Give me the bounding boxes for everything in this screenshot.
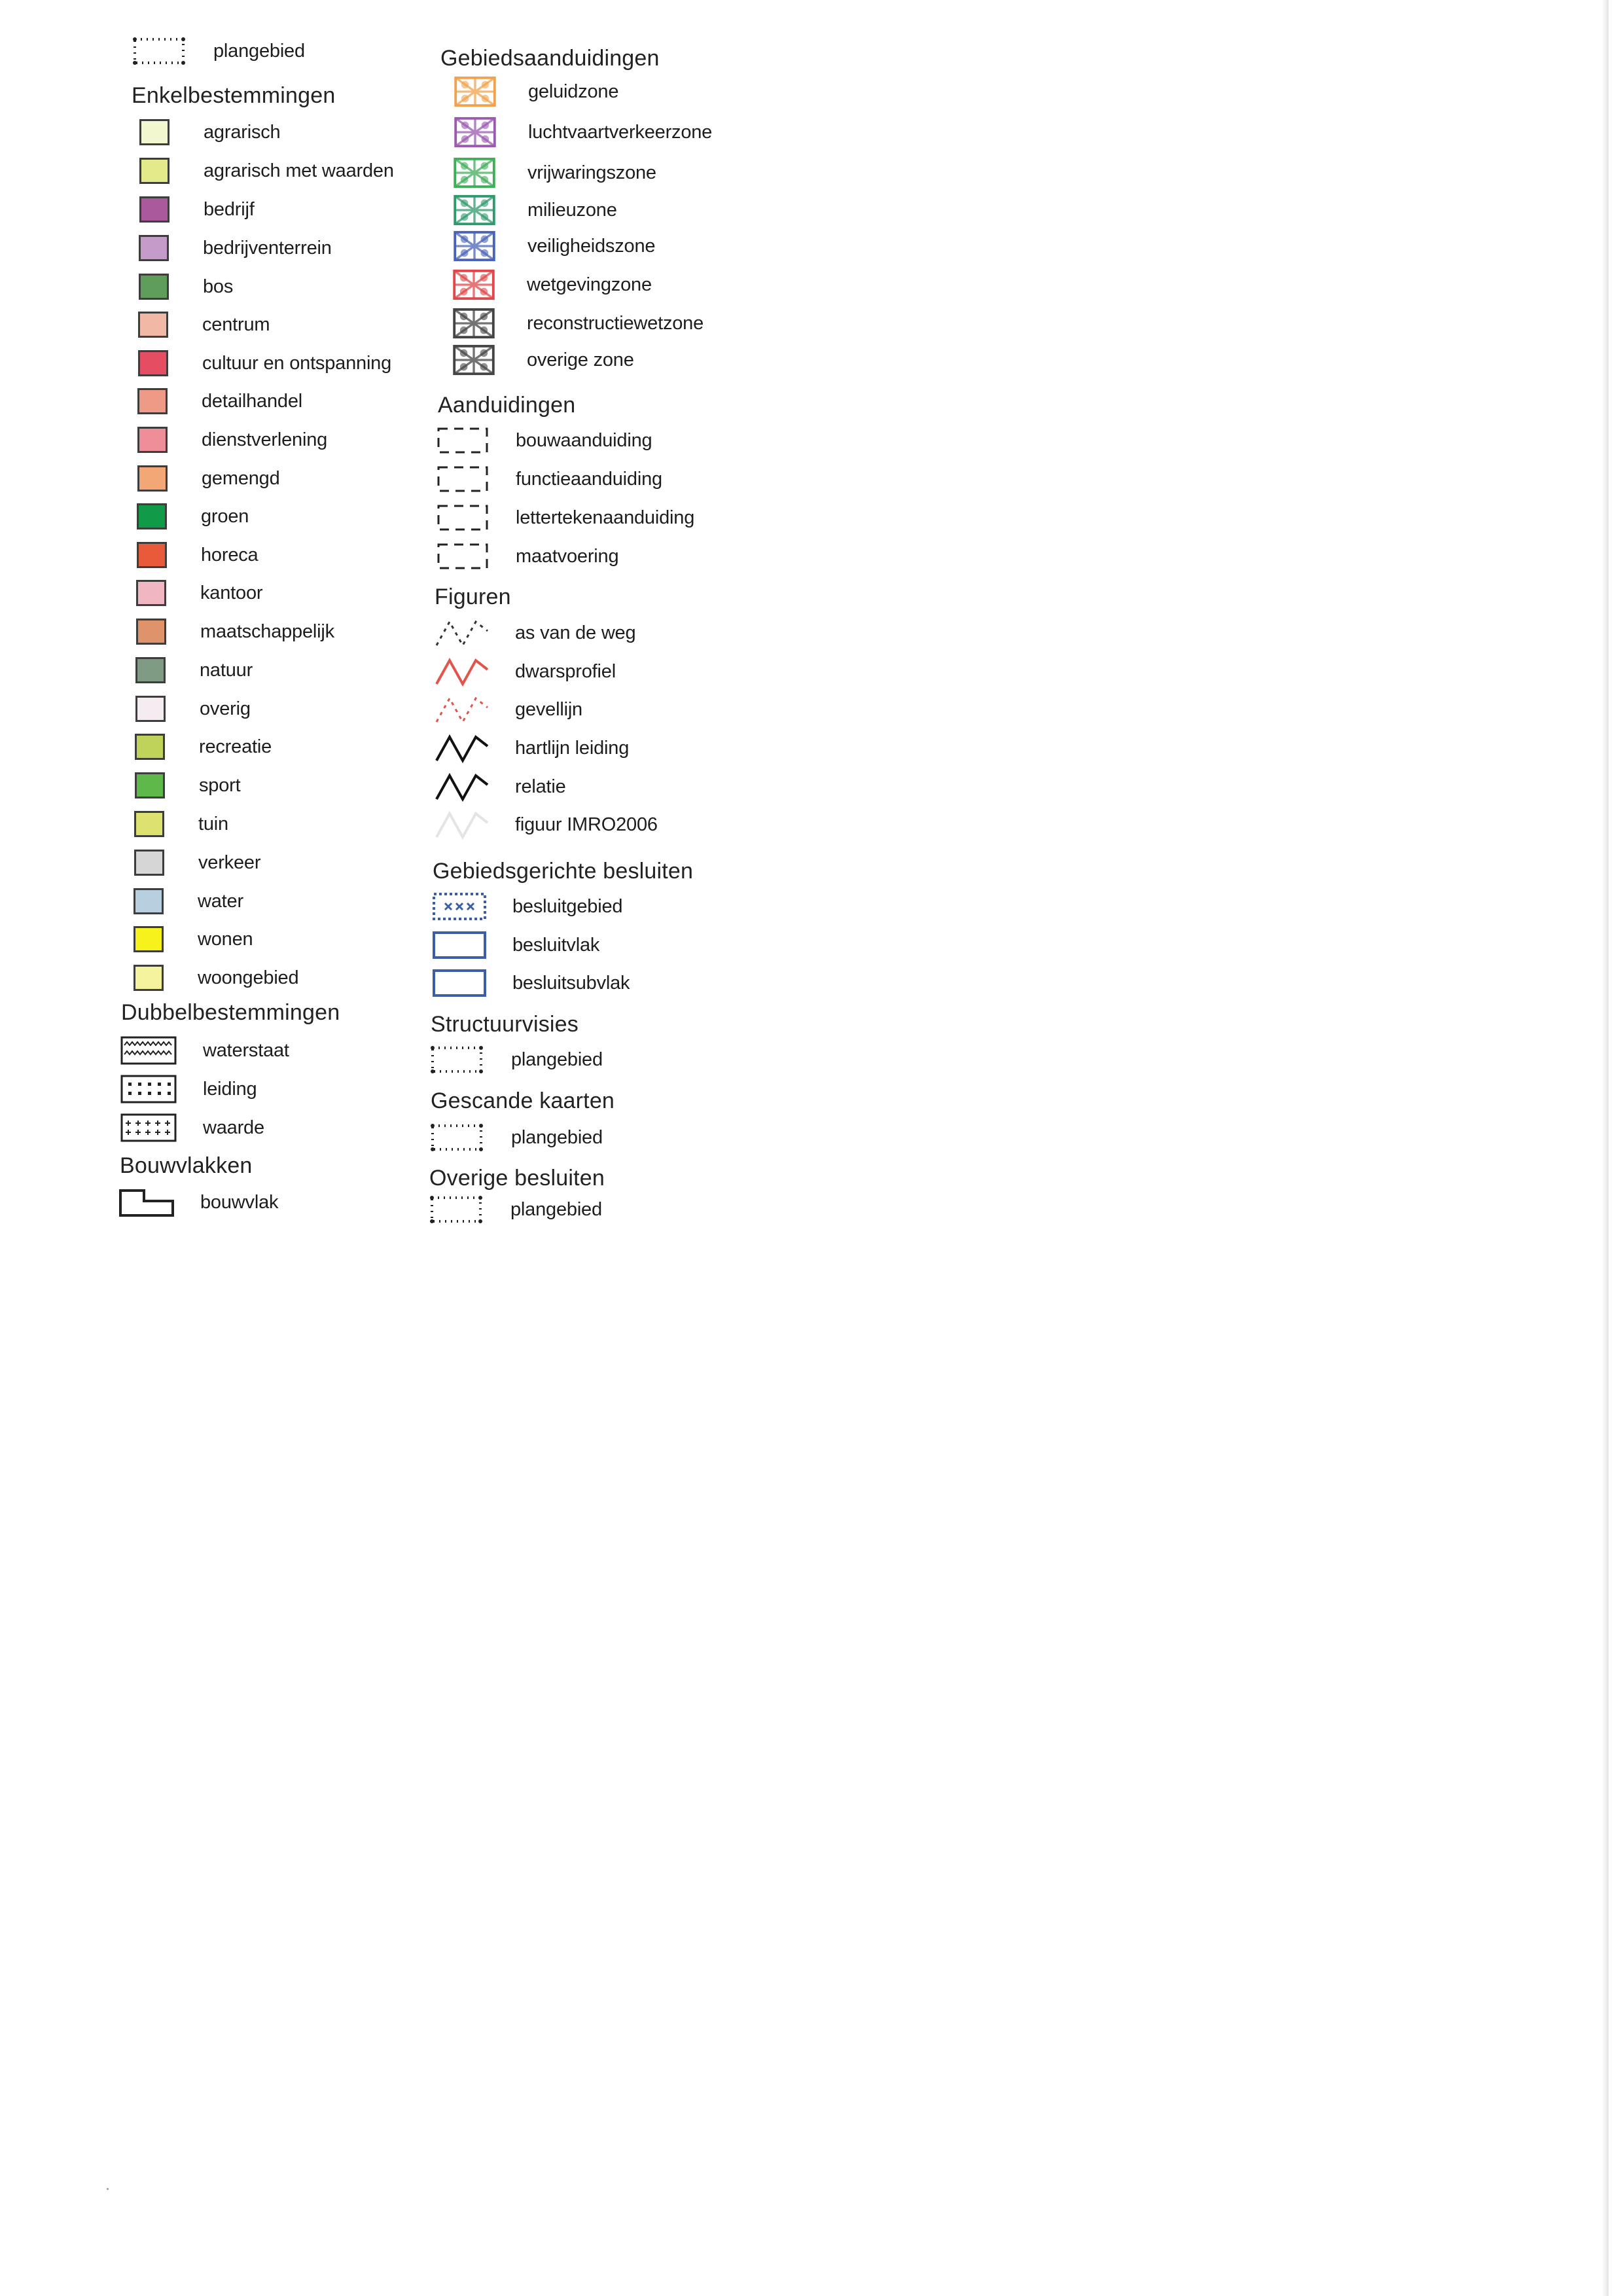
legend-label: gevellijn <box>515 698 582 720</box>
legend-item-enkelbestemming <box>136 576 262 610</box>
zone-hatch-icon <box>446 344 502 376</box>
legend-label: dienstverlening <box>202 429 328 450</box>
zone-hatch-icon <box>446 194 503 226</box>
dashed-frame-icon <box>435 463 491 495</box>
legend-item-enkelbestemming <box>134 922 253 956</box>
legend-item-besluit <box>431 928 599 962</box>
legend-item-gebiedsaanduiding <box>446 268 652 302</box>
legend-label: horeca <box>201 544 259 565</box>
legend-item-besluit <box>431 889 622 924</box>
legend <box>0 0 720 1244</box>
legend-item-plangebied <box>429 1121 603 1155</box>
zone-hatch-icon <box>446 156 503 189</box>
legend-item-gebiedsaanduiding <box>447 75 618 109</box>
legend-label: besluitvlak <box>512 934 600 956</box>
legend-label: centrum <box>202 314 270 335</box>
legend-label: vrijwaringszone <box>527 162 656 183</box>
legend-item-enkelbestemming <box>138 308 270 342</box>
dashed-frame-icon <box>435 540 491 573</box>
legend-label: maatschappelijk <box>200 620 334 642</box>
legend-item-enkelbestemming <box>136 615 334 649</box>
legend-item-aanduiding <box>435 539 618 573</box>
section-heading-gescande-kaarten: Gescande kaarten <box>431 1088 615 1113</box>
section-heading-dubbelbestemmingen: Dubbelbestemmingen <box>121 1000 340 1025</box>
legend-item-dubbelbestemming <box>120 1111 264 1145</box>
legend-label: geluidzone <box>528 81 619 102</box>
legend-label: besluitsubvlak <box>512 972 630 994</box>
besluit-frame-icon <box>431 967 488 999</box>
section-heading-overige-besluiten: Overige besluiten <box>429 1166 605 1191</box>
plus-pattern-icon <box>120 1112 177 1143</box>
legend-label: verkeer <box>198 852 261 873</box>
color-swatch-icon <box>138 312 168 338</box>
legend-item-figuur <box>434 616 635 650</box>
section-heading-bouwvlakken: Bouwvlakken <box>120 1153 253 1178</box>
plangebied-dotted-frame-icon <box>428 1194 484 1225</box>
legend-label: wetgevingzone <box>527 274 652 295</box>
legend-item-gebiedsaanduiding <box>447 115 712 149</box>
legend-label: kantoor <box>200 582 263 603</box>
zigzag-line-icon <box>434 693 490 726</box>
legend-item-dubbelbestemming <box>120 1033 289 1067</box>
zone-hatch-icon <box>447 75 503 108</box>
zone-hatch-icon <box>446 307 502 340</box>
legend-item-plangebied <box>429 1043 603 1077</box>
zigzag-line-icon <box>434 655 490 688</box>
legend-item-enkelbestemming <box>139 231 332 265</box>
legend-item-gebiedsaanduiding <box>446 343 634 377</box>
legend-item-plangebied <box>428 1193 602 1227</box>
legend-item-enkelbestemming <box>137 423 327 457</box>
scan-speck <box>107 2188 109 2190</box>
legend-label: dwarsprofiel <box>515 660 616 682</box>
legend-label: sport <box>199 774 241 796</box>
legend-label: veiligheidszone <box>527 235 656 257</box>
color-swatch-icon <box>134 850 164 876</box>
legend-item-aanduiding <box>435 501 694 535</box>
legend-label: leiding <box>203 1078 257 1100</box>
legend-label: luchtvaartverkeerzone <box>528 121 713 143</box>
legend-item-enkelbestemming <box>137 384 302 418</box>
legend-item-dubbelbestemming <box>120 1072 257 1106</box>
legend-item-figuur <box>434 655 616 689</box>
legend-item-figuur <box>434 770 566 804</box>
legend-item-enkelbestemming <box>134 884 243 918</box>
zigzag-line-icon <box>434 617 490 649</box>
zigzag-line-icon <box>434 732 490 764</box>
legend-label: recreatie <box>199 736 272 757</box>
color-swatch-icon <box>139 196 169 223</box>
legend-item-enkelbestemming <box>137 499 249 533</box>
legend-item-enkelbestemming <box>137 538 258 572</box>
section-heading-gebiedsgerichte-besluiten: Gebiedsgerichte besluiten <box>433 859 694 884</box>
legend-label: besluitgebied <box>512 895 623 917</box>
section-heading-enkelbestemmingen: Enkelbestemmingen <box>132 83 336 108</box>
legend-label: natuur <box>200 659 253 681</box>
besluit-frame-icon <box>431 929 488 961</box>
legend-label: plangebied <box>510 1198 602 1220</box>
legend-item-figuur <box>434 808 658 842</box>
legend-item-gebiedsaanduiding <box>446 193 617 227</box>
legend-label: figuur IMRO2006 <box>515 814 658 835</box>
color-swatch-icon <box>137 542 167 568</box>
legend-label: bouwaanduiding <box>516 429 652 451</box>
legend-item-enkelbestemming <box>138 346 391 380</box>
legend-label: tuin <box>198 813 228 834</box>
color-swatch-icon <box>137 427 168 453</box>
legend-item-enkelbestemming <box>135 768 240 802</box>
legend-label: bouwvlak <box>200 1191 279 1213</box>
legend-item-enkelbestemming <box>135 692 251 726</box>
legend-label: agrarisch <box>204 121 281 143</box>
plangebied-dotted-frame-icon <box>429 1044 485 1075</box>
legend-item-enkelbestemming <box>134 961 298 995</box>
color-swatch-icon <box>138 350 168 376</box>
color-swatch-icon <box>137 465 168 492</box>
dashed-frame-icon <box>435 501 491 534</box>
legend-item-enkelbestemming <box>139 192 255 226</box>
legend-label: groen <box>201 505 249 527</box>
color-swatch-icon <box>137 388 168 414</box>
zigzag-line-icon <box>434 770 490 803</box>
legend-item-gebiedsaanduiding <box>446 306 704 340</box>
legend-item-aanduiding <box>435 423 652 457</box>
zone-hatch-icon <box>446 268 502 301</box>
color-swatch-icon <box>135 772 165 798</box>
legend-item-enkelbestemming <box>135 730 272 764</box>
color-swatch-icon <box>134 888 164 914</box>
legend-label: bedrijf <box>204 198 255 220</box>
besluit-frame-icon <box>431 890 488 923</box>
legend-label: overige zone <box>527 349 634 370</box>
legend-label: functieaanduiding <box>516 468 662 490</box>
legend-item-aanduiding <box>435 462 662 496</box>
legend-label: hartlijn leiding <box>515 737 630 759</box>
zone-hatch-icon <box>446 230 503 262</box>
section-heading-figuren: Figuren <box>435 584 511 609</box>
legend-label: relatie <box>515 776 566 797</box>
legend-item-gebiedsaanduiding <box>446 229 655 263</box>
legend-label: plangebied <box>511 1049 603 1070</box>
legend-label: bos <box>203 276 234 297</box>
plangebied-dotted-frame-icon <box>429 1122 485 1153</box>
legend-item-figuur <box>434 692 582 726</box>
color-swatch-icon <box>134 965 164 991</box>
legend-item-enkelbestemming <box>139 154 394 188</box>
legend-item-figuur <box>434 731 629 765</box>
legend-label: agrarisch met waarden <box>204 160 394 181</box>
legend-item-enkelbestemming <box>139 270 233 304</box>
legend-label: waarde <box>203 1117 264 1138</box>
legend-label: as van de weg <box>515 622 636 643</box>
legend-item-plangebied <box>131 34 305 68</box>
section-heading-structuurvisies: Structuurvisies <box>431 1012 579 1037</box>
color-swatch-icon <box>135 696 166 722</box>
legend-label: reconstructiewetzone <box>527 312 704 334</box>
color-swatch-icon <box>139 158 169 184</box>
plangebied-dotted-frame-icon <box>131 35 187 67</box>
legend-label: gemengd <box>202 467 280 489</box>
section-heading-aanduidingen: Aanduidingen <box>438 393 576 418</box>
color-swatch-icon <box>139 274 169 300</box>
legend-label: detailhandel <box>202 390 303 412</box>
legend-label: cultuur en ontspanning <box>202 352 392 374</box>
legend-label: plangebied <box>511 1126 603 1148</box>
section-heading-gebiedsaanduidingen: Gebiedsaanduidingen <box>440 46 660 71</box>
color-swatch-icon <box>136 580 166 606</box>
legend-label: maatvoering <box>516 545 619 567</box>
legend-item-enkelbestemming <box>134 807 228 841</box>
dot-pattern-icon <box>120 1073 177 1105</box>
color-swatch-icon <box>135 657 166 683</box>
legend-label: overig <box>200 698 251 719</box>
legend-label: plangebied <box>213 40 305 62</box>
color-swatch-icon <box>134 926 164 952</box>
legend-label: waterstaat <box>203 1039 289 1061</box>
legend-item-besluit <box>431 966 630 1000</box>
color-swatch-icon <box>137 503 167 529</box>
wave-pattern-icon <box>120 1035 177 1066</box>
color-swatch-icon <box>134 811 164 837</box>
legend-item-enkelbestemming <box>134 846 260 880</box>
scan-edge-shadow <box>1602 0 1609 2296</box>
legend-label: milieuzone <box>527 199 617 221</box>
zone-hatch-icon <box>447 116 503 149</box>
legend-label: wonen <box>198 928 253 950</box>
legend-item-bouwvlak <box>118 1185 278 1219</box>
color-swatch-icon <box>135 734 165 760</box>
legend-label: woongebied <box>198 967 299 988</box>
bouwvlak-outline-icon <box>118 1187 174 1218</box>
zigzag-line-icon <box>434 808 490 841</box>
legend-label: water <box>198 890 243 912</box>
color-swatch-icon <box>139 235 169 261</box>
legend-item-enkelbestemming <box>135 653 253 687</box>
dashed-frame-icon <box>435 424 491 457</box>
legend-item-enkelbestemming <box>137 461 280 495</box>
legend-label: bedrijventerrein <box>203 237 332 259</box>
legend-item-enkelbestemming <box>139 115 280 149</box>
color-swatch-icon <box>139 119 169 145</box>
legend-item-gebiedsaanduiding <box>446 156 656 190</box>
legend-label: lettertekenaanduiding <box>516 507 695 528</box>
color-swatch-icon <box>136 619 166 645</box>
